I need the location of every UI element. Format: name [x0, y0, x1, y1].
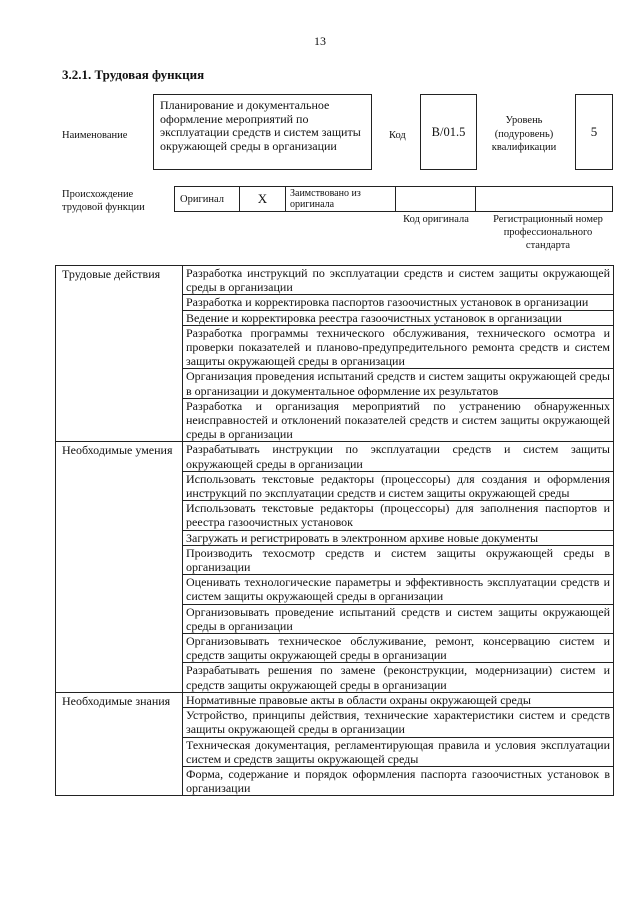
- reg-number-label: Регистрационный номер профессионального стандарта: [493, 214, 603, 251]
- item-cell: Разрабатывать решения по замене (реконструкции, модернизации) систем и средств защиты окружающей среды в организации: [183, 663, 614, 692]
- origin-label: Происхождение трудовой функции: [62, 189, 145, 213]
- code-label: Код: [389, 130, 406, 141]
- item-cell: Использовать текстовые редакторы (процессоры) для создания и оформления инструкций по эксплуатации средств и систем защиты окружающей среды: [183, 471, 614, 500]
- item-cell: Производить техосмотр средств и систем защиты окружающей среды в организации: [183, 545, 614, 574]
- item-cell: Разработка и корректировка паспортов газоочистных установок в организации: [183, 295, 614, 310]
- item-cell: Ведение и корректировка реестра газоочистных установок в организации: [183, 310, 614, 325]
- item-cell: Загружать и регистрировать в электронном архиве новые документы: [183, 530, 614, 545]
- item-cell: Организовывать проведение испытаний средств и систем защиты окружающей среды в организации: [183, 604, 614, 633]
- item-cell: Организовывать техническое обслуживание, ремонт, консервацию систем и средств защиты окружающей среды в организации: [183, 634, 614, 663]
- category-cell: Необходимые знания: [56, 692, 183, 795]
- table-row: [56, 266, 614, 295]
- item-cell: Разработка и организация мероприятий по устранению обнаруженных неисправностей и отклонений показателей средств и систем защиты окружающей среды в организации: [183, 398, 614, 442]
- function-details-table: [55, 265, 614, 796]
- category-cell: Трудовые действия: [56, 266, 183, 442]
- item-cell: Техническая документация, регламентирующая правила и условия эксплуатации систем и средств защиты окружающей среды: [183, 737, 614, 766]
- code-value-box: B/01.5: [420, 94, 477, 170]
- item-cell: Использовать текстовые редакторы (процессоры) для заполнения паспортов и реестра газоочистных установок: [183, 501, 614, 530]
- item-cell: Разрабатывать инструкции по эксплуатации средств и систем защиты окружающей среды в организации: [183, 442, 614, 471]
- item-cell: Организация проведения испытаний средств и систем защиты окружающей среды в организации и документальное оформление их результатов: [183, 369, 614, 398]
- registration-number-cell: [476, 187, 612, 211]
- level-value-box: 5: [575, 94, 613, 170]
- item-cell: Нормативные правовые акты в области охраны окружающей среды: [183, 692, 614, 707]
- item-cell: Разработка программы технического обслуживания, технического осмотра и проверки показателей и планово-предупредительного ремонта средств и систем защиты окружающей среды в организации: [183, 325, 614, 369]
- borrowed-label: Заимствовано из оригинала: [286, 187, 396, 211]
- category-cell: Необходимые умения: [56, 442, 183, 692]
- table-row: [56, 692, 614, 707]
- page-number: 13: [314, 34, 326, 48]
- item-cell: Форма, содержание и порядок оформления паспорта газоочистных установок в организации: [183, 766, 614, 795]
- table-row: [56, 442, 614, 471]
- section-title: 3.2.1. Трудовая функция: [62, 67, 205, 82]
- function-name-box: Планирование и документальное оформление мероприятий по эксплуатации средств и систем защиты окружающей среды в организации: [153, 94, 372, 170]
- item-cell: Устройство, принципы действия, технические характеристики систем и средств защиты окружающей среды в организации: [183, 708, 614, 737]
- code-original-label: Код оригинала: [403, 214, 469, 225]
- item-cell: Оценивать технологические параметры и эффективность эксплуатации средств и систем защиты окружающей среды в организации: [183, 575, 614, 604]
- level-label: Уровень (подуровень) квалификации: [491, 115, 557, 153]
- name-label: Наименование: [62, 130, 128, 141]
- original-label: Оригинал: [175, 187, 240, 211]
- original-code-cell: [396, 187, 476, 211]
- origin-table: [174, 186, 613, 212]
- item-cell: Разработка инструкций по эксплуатации средств и систем защиты окружающей среды в организации: [183, 266, 614, 295]
- original-mark: X: [240, 187, 286, 211]
